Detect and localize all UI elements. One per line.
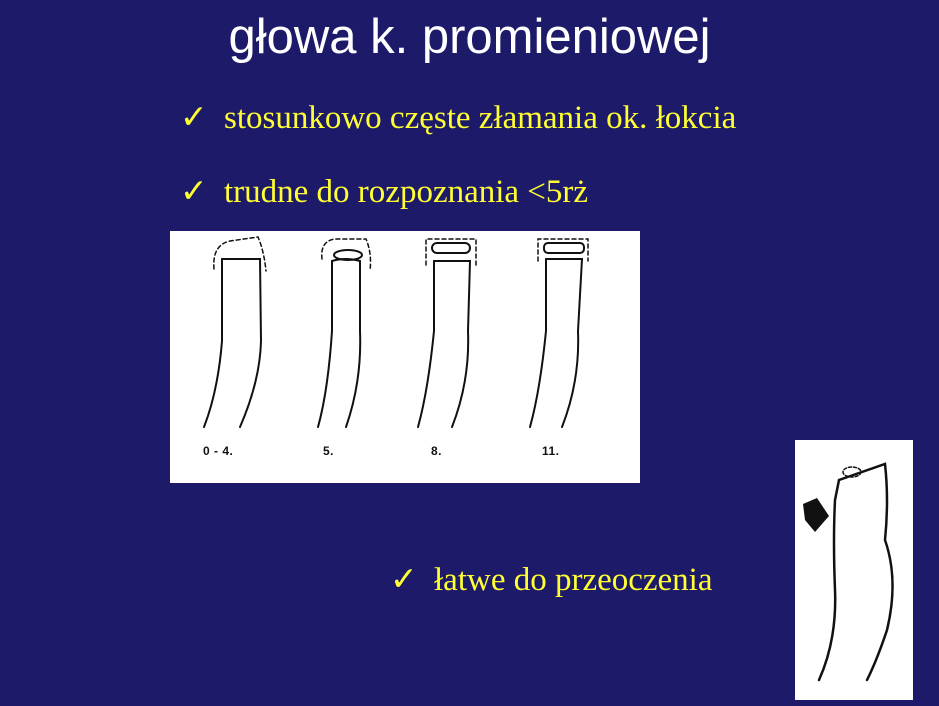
radius-age-11-drawing <box>530 239 588 427</box>
age-label: 11. <box>542 444 560 458</box>
bullet-item <box>180 98 736 138</box>
age-label: 0 - 4. <box>203 444 234 458</box>
age-label: 8. <box>431 444 443 458</box>
check-icon: ✓ <box>180 174 208 210</box>
radius-age-0-4-drawing <box>204 237 266 427</box>
bullet-text: stosunkowo częste złamania ok. łokcia <box>224 100 737 136</box>
age-label: 5. <box>323 444 335 458</box>
radius-age-8-drawing <box>418 239 476 427</box>
slide-title: głowa k. promieniowej <box>228 10 711 64</box>
bullet-item <box>180 172 588 212</box>
check-icon: ✓ <box>390 562 418 598</box>
radius-development-figure <box>170 231 640 483</box>
check-icon: ✓ <box>180 100 208 136</box>
radius-fracture-drawing <box>795 440 913 700</box>
arrow-pointer-icon <box>803 498 829 532</box>
bullet-text: trudne do rozpoznania <5rż <box>224 174 589 210</box>
radius-age-5-drawing <box>318 239 371 427</box>
bullet-text: łatwe do przeoczenia <box>434 562 713 598</box>
bullet-item <box>390 560 713 600</box>
radius-fracture-figure <box>795 440 913 700</box>
radius-drawings <box>170 231 640 483</box>
